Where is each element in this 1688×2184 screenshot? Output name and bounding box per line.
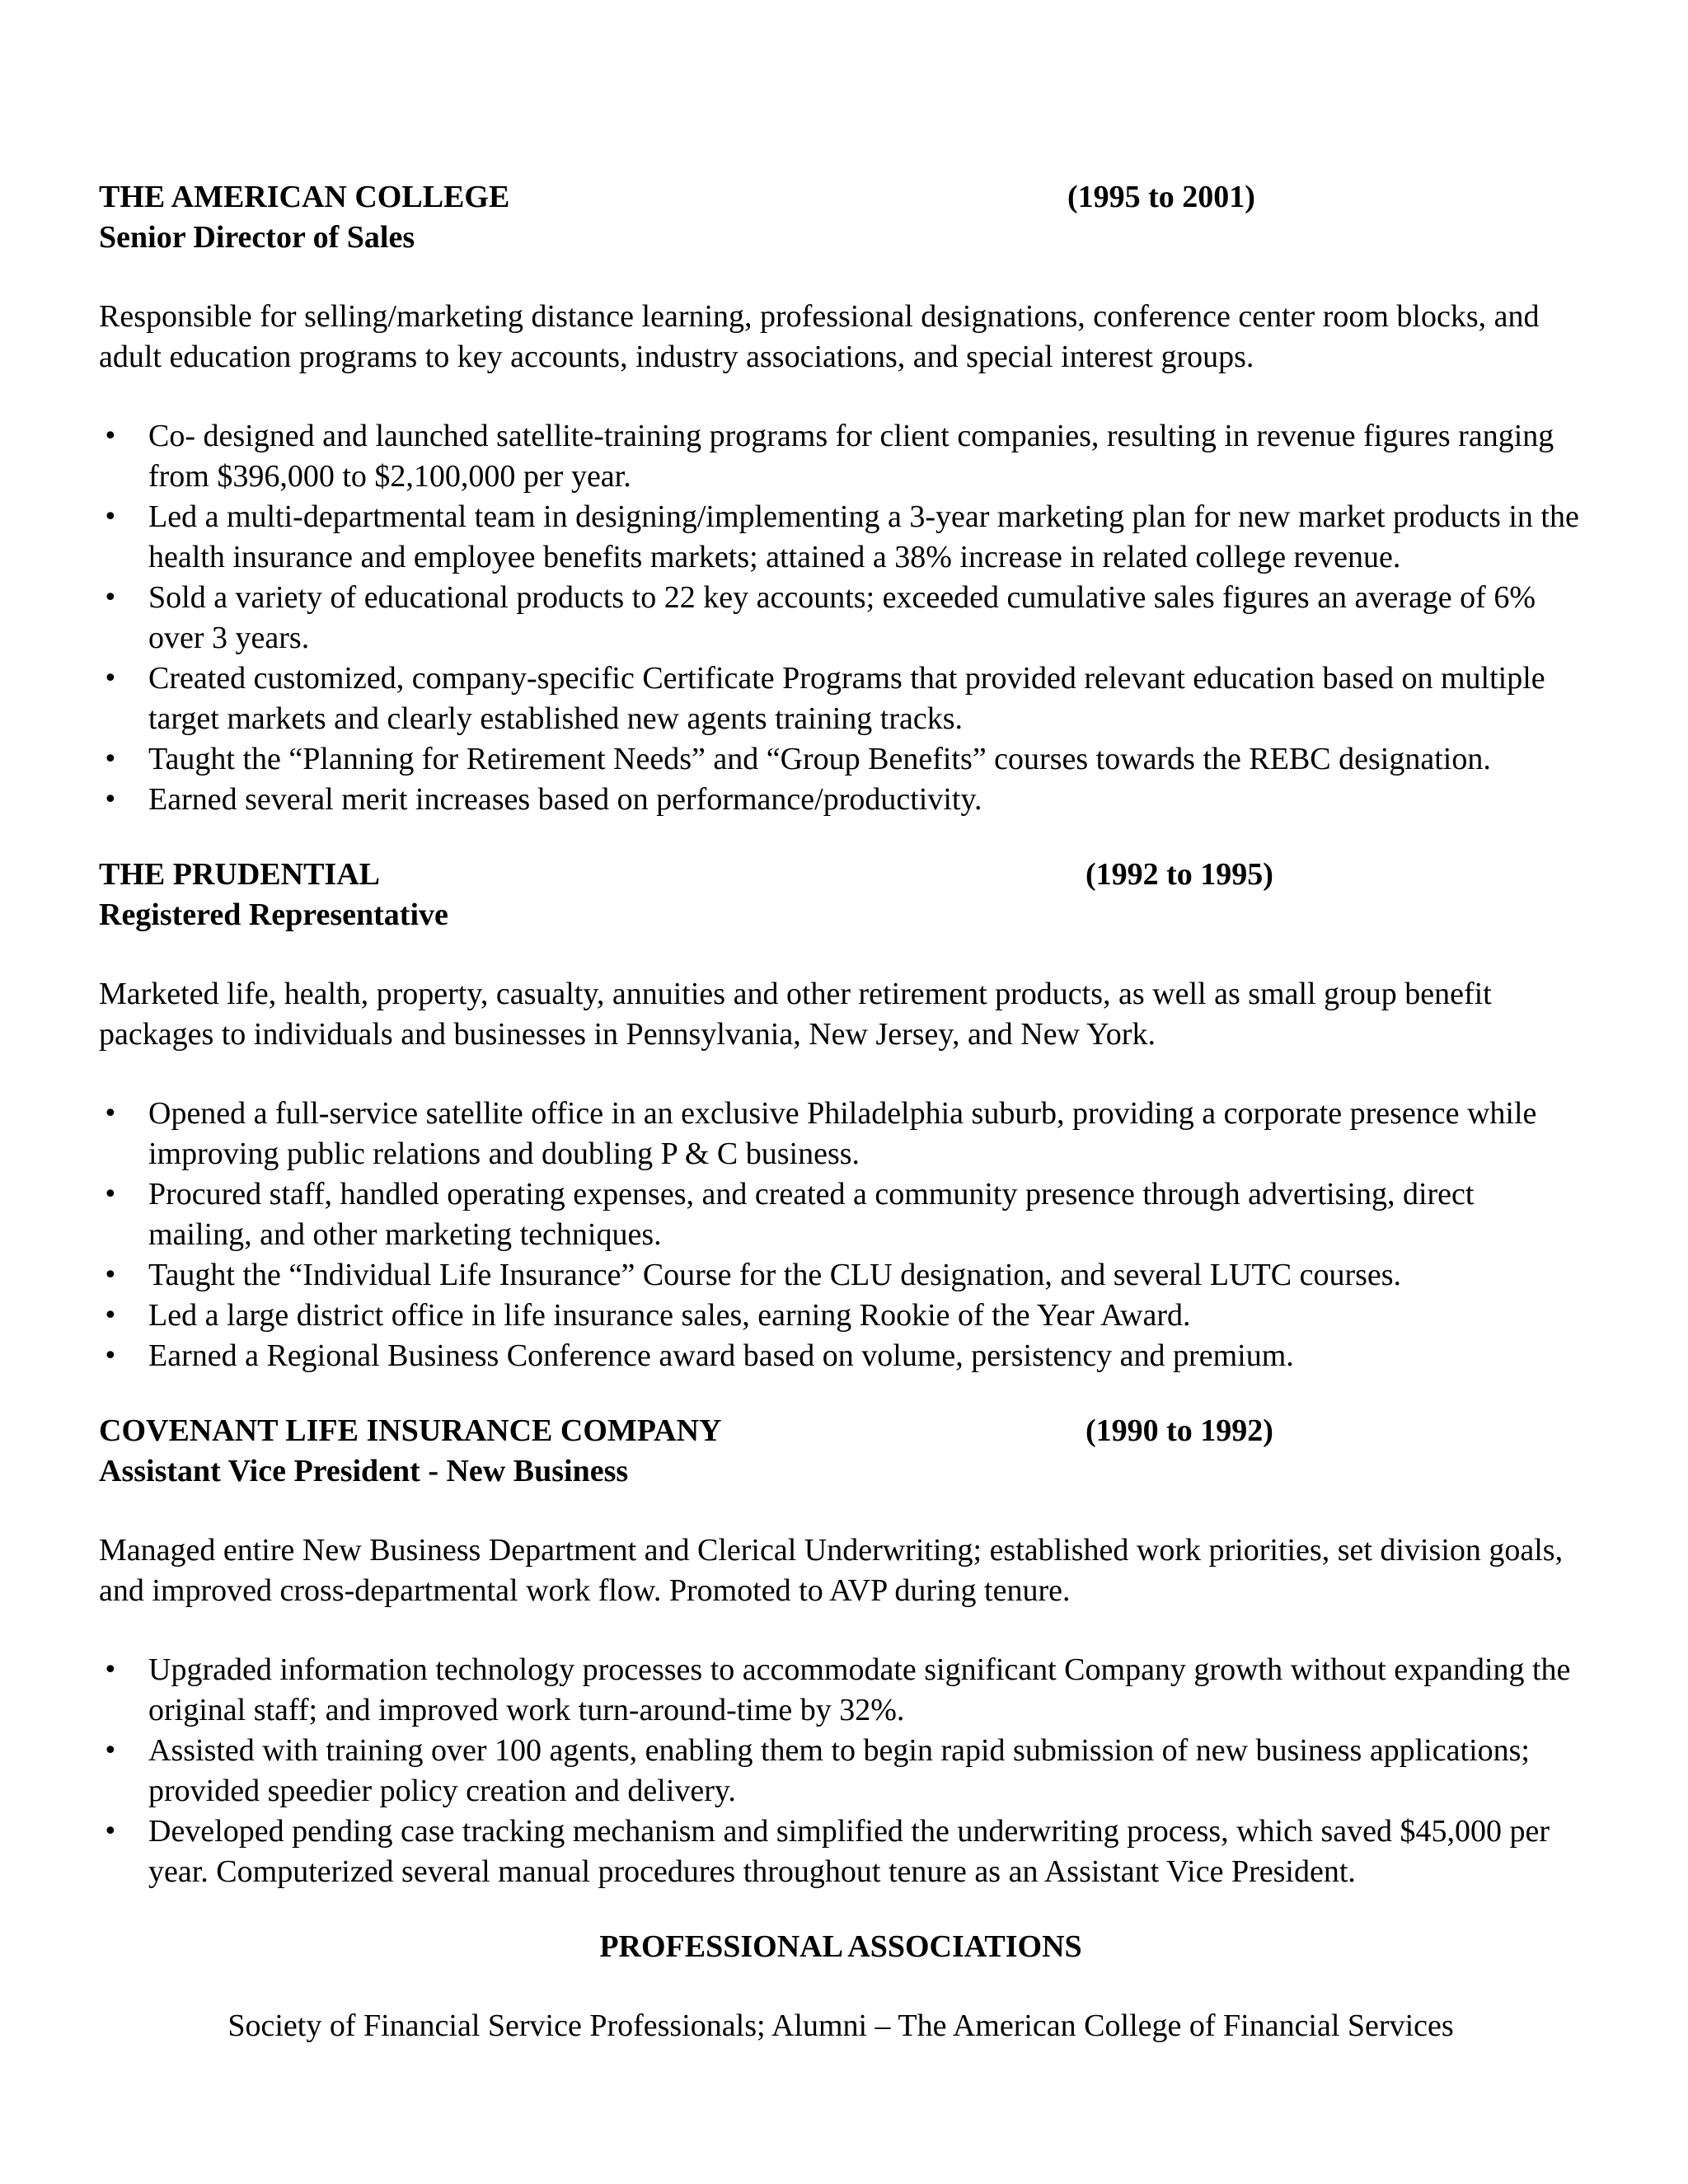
accomplishment-text: Led a large district office in life insurance sales, earning Rookie of the Year Award. (148, 1298, 1191, 1333)
company-name: THE PRUDENTIAL (99, 857, 380, 892)
accomplishment-item (99, 1811, 1582, 1892)
employment-dates: (1990 to 1992) (1085, 1413, 1273, 1448)
job-header (99, 855, 1582, 895)
bullet-icon: • (103, 583, 118, 612)
accomplishment-item (99, 1731, 1582, 1811)
bullet-icon: • (103, 503, 118, 532)
bullet-icon: • (103, 1817, 118, 1846)
accomplishment-text: Led a multi-departmental team in designing/implementing a 3-year marketing plan for new market products in the health insurance and employee benefits markets; attained a 38% increase in related college revenue. (148, 499, 1579, 574)
job-entry-american-college (99, 177, 1582, 820)
job-title: Senior Director of Sales (99, 220, 415, 255)
accomplishment-item (99, 1174, 1582, 1255)
bullet-icon: • (103, 785, 118, 814)
job-entry-prudential (99, 855, 1582, 1376)
accomplishment-item (99, 497, 1582, 578)
accomplishment-text: Procured staff, handled operating expenses, and created a community presence through advertising, direct mailing, and other marketing techniques. (148, 1177, 1475, 1252)
bullet-icon: • (103, 1656, 118, 1685)
accomplishment-text: Upgraded information technology processes to accommodate significant Company growth without expanding the original staff; and improved work turn-around-time by 32%. (148, 1652, 1571, 1727)
job-title: Registered Representative (99, 898, 448, 932)
accomplishment-text: Co- designed and launched satellite-training programs for client companies, resulting in revenue figures ranging from $396,000 to $2,100,000 per year. (148, 419, 1554, 494)
accomplishment-text: Taught the “Individual Life Insurance” Course for the CLU designation, and several LUTC courses. (148, 1258, 1402, 1292)
accomplishment-item (99, 658, 1582, 739)
accomplishment-text: Earned a Regional Business Conference award based on volume, persistency and premium. (148, 1338, 1294, 1373)
section-heading-associations: PROFESSIONAL ASSOCIATIONS (599, 1929, 1082, 1964)
accomplishment-item (99, 1255, 1582, 1296)
accomplishment-item (99, 739, 1582, 780)
accomplishment-list (99, 416, 1582, 820)
job-header (99, 177, 1582, 218)
accomplishment-list (99, 1650, 1582, 1892)
job-title: Assistant Vice President - New Business (99, 1454, 629, 1488)
accomplishment-list (99, 1094, 1582, 1376)
employment-dates: (1995 to 2001) (1067, 180, 1255, 214)
bullet-icon: • (103, 1180, 118, 1209)
accomplishment-item (99, 578, 1582, 658)
bullet-icon: • (103, 1099, 118, 1128)
bullet-icon: • (103, 1342, 118, 1371)
accomplishment-text: Created customized, company-specific Certificate Programs that provided relevant education based on multiple target markets and clearly established new agents training tracks. (148, 661, 1545, 736)
bullet-icon: • (103, 422, 118, 451)
accomplishment-item (99, 780, 1582, 820)
job-entry-covenant-life (99, 1411, 1582, 1892)
accomplishment-text: Taught the “Planning for Retirement Needs” and “Group Benefits” courses towards the REBC designation. (148, 742, 1491, 776)
accomplishment-text: Earned several merit increases based on performance/productivity. (148, 782, 982, 817)
accomplishment-text: Assisted with training over 100 agents, enabling them to begin rapid submission of new business applications; provided speedier policy creation and delivery. (148, 1733, 1530, 1808)
job-summary: Marketed life, health, property, casualty, annuities and other retirement products, as well as small group benefit packages to individuals and businesses in Pennsylvania, New Jersey, and New York. (99, 977, 1492, 1052)
accomplishment-text: Opened a full-service satellite office in an exclusive Philadelphia suburb, providing a corporate presence while improving public relations and doubling P & C business. (148, 1096, 1537, 1171)
bullet-icon: • (103, 664, 118, 693)
accomplishment-item (99, 416, 1582, 497)
job-summary: Managed entire New Business Department and Clerical Underwriting; established work priorities, set division goals, and improved cross-departmental work flow. Promoted to AVP during tenure. (99, 1533, 1564, 1608)
associations-text: Society of Financial Service Professionals; Alumni – The American College of Financial Services (227, 2008, 1454, 2043)
job-header (99, 1411, 1582, 1451)
accomplishment-text: Sold a variety of educational products to 22 key accounts; exceeded cumulative sales figures an average of 6% over 3 years. (148, 580, 1536, 655)
bullet-icon: • (103, 1261, 118, 1290)
company-name: THE AMERICAN COLLEGE (99, 180, 510, 214)
resume-content (99, 177, 1582, 2046)
bullet-icon: • (103, 1301, 118, 1330)
employment-dates: (1992 to 1995) (1085, 857, 1273, 892)
accomplishment-item (99, 1094, 1582, 1174)
accomplishment-item (99, 1650, 1582, 1731)
bullet-icon: • (103, 1736, 118, 1765)
accomplishment-item (99, 1336, 1582, 1376)
company-name: COVENANT LIFE INSURANCE COMPANY (99, 1413, 722, 1448)
bullet-icon: • (103, 745, 118, 774)
job-summary: Responsible for selling/marketing distance learning, professional designations, conference center room blocks, and adult education programs to key accounts, industry associations, and special interest groups. (99, 299, 1540, 374)
accomplishment-item (99, 1296, 1582, 1336)
accomplishment-text: Developed pending case tracking mechanism and simplified the underwriting process, which saved $45,000 per year. Computerized several manual procedures throughout tenure as an Assistant Vice President. (148, 1814, 1550, 1889)
